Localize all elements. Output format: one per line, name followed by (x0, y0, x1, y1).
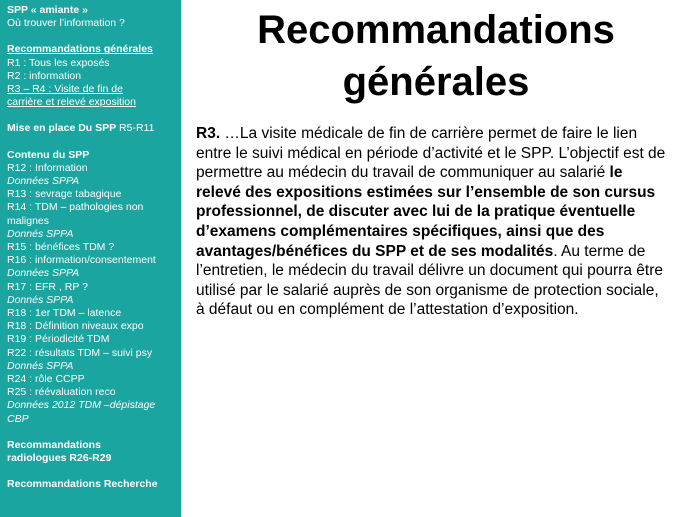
sidebar-section-contenu[interactable]: Contenu du SPP (7, 148, 90, 161)
sidebar-item-r24[interactable]: R24 : rôle CCPP (7, 373, 85, 386)
sidebar-item-r1[interactable]: R1 : Tous les exposés (7, 56, 110, 69)
sidebar-item-r15[interactable]: R15 : bénéfices TDM ? (7, 241, 115, 254)
sidebar-item-donnes-sppa-4[interactable]: Donnés SPPA (7, 293, 74, 306)
sidebar-item-donnes-sppa-5[interactable]: Donnés SPPA (7, 359, 74, 372)
sidebar-item-r18b[interactable]: R18 : Définition niveaux expo (7, 320, 144, 333)
sidebar-item-r12[interactable]: R12 : Information (7, 161, 88, 174)
paragraph-text-part1: …La visite médicale de fin de carrière permet de faire le lien entre le suivi médical en période d’activité et le SPP. L’objectif est de permettre au médecin du travail de communiquer au salarié (196, 125, 666, 182)
sidebar-link-r3-r4-line1[interactable]: R3 – R4 : Visite de fin de (7, 83, 123, 96)
sidebar-link-general[interactable]: Recommandations générales (7, 43, 153, 56)
sidebar-item-donnees-2012-line2[interactable]: CBP (7, 412, 29, 425)
paragraph-label: R3. (196, 125, 221, 142)
sidebar-item-r13[interactable]: R13 : sevrage tabagique (7, 188, 122, 201)
sidebar-item-r19[interactable]: R19 : Périodicité TDM (7, 333, 110, 346)
sidebar-item-r2[interactable]: R2 : information (7, 69, 82, 82)
sidebar-section-radiologues-line1[interactable]: Recommandations (7, 438, 101, 451)
sidebar-item-r17[interactable]: R17 : EFR , RP ? (7, 280, 88, 293)
sidebar-item-mise-en-place[interactable] (7, 122, 177, 135)
slide-title (196, 4, 676, 108)
sidebar-section-radiologues-line2[interactable]: radiologues R26-R29 (7, 452, 112, 465)
sidebar-item-donnees-sppa-3[interactable]: Données SPPA (7, 267, 80, 280)
slide-body-paragraph (196, 124, 666, 320)
sidebar-link-r3-r4-line2[interactable]: carrière et relevé exposition (7, 96, 136, 109)
sidebar-item-donnees-sppa-1[interactable]: Données SPPA (7, 175, 80, 188)
sidebar-header-subtitle: Où trouver l’information ? (7, 17, 125, 30)
sidebar-item-r14-line1[interactable]: R14 : TDM – pathologies non (7, 201, 144, 214)
slide-title-line2: générales (342, 60, 530, 104)
sidebar-item-donnes-sppa-2[interactable]: Donnés SPPA (7, 227, 74, 240)
sidebar-mise-en-place-ref: R5-R11 (116, 122, 155, 135)
sidebar-item-r16[interactable]: R16 : information/consentement (7, 254, 156, 267)
sidebar-item-r18a[interactable]: R18 : 1er TDM – latence (7, 307, 122, 320)
sidebar-header-title: SPP « amiante » (7, 4, 88, 16)
sidebar-mise-en-place-label: Mise en place Du SPP (7, 122, 117, 135)
slide-title-line1: Recommandations (257, 8, 615, 52)
paragraph-text-part2: . Au terme de l’entretien, le médecin du travail délivre un document qui pourra être utilisé par le salarié auprès de son organisme de protection sociale, à défaut ou en complément de l’attestation d’exposition. (196, 242, 663, 319)
sidebar-navigation (0, 0, 181, 517)
sidebar-item-donnees-2012-line1[interactable]: Données 2012 TDM –dépistage (7, 399, 156, 412)
sidebar-item-r22[interactable]: R22 : résultats TDM – suivi psy (7, 346, 153, 359)
paragraph-text-bold: le relevé des expositions estimées sur l’ensemble de son cursus professionnel, de discuter avec lui de la pratique éventuelle d’examens complémentaires spécifiques, ainsi que des avantages/bénéfices du SPP et de ses modalités (196, 164, 656, 260)
sidebar-item-r25[interactable]: R25 : réévaluation reco (7, 386, 116, 399)
sidebar-section-recherche[interactable]: Recommandations Recherche (7, 478, 158, 491)
sidebar-item-r14-line2[interactable]: malignes (7, 214, 50, 227)
